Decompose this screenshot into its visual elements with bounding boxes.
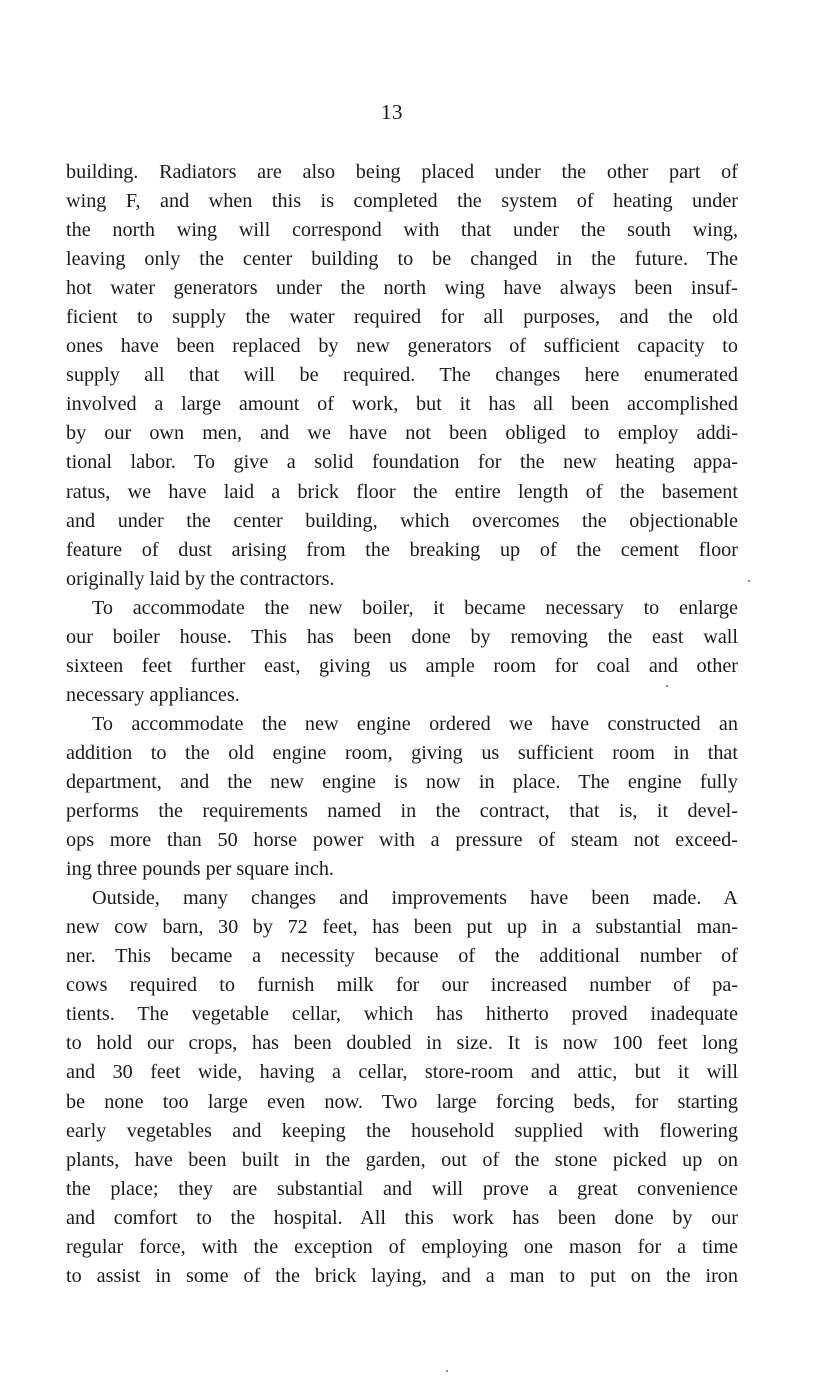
text-line: department, and the new engine is now in place. The engine fully [66,770,738,793]
text-line: performs the requirements named in the contract, that is, it devel- [66,800,738,823]
text-line: ops more than 50 horse power with a pressure of steam not exceed- [66,829,738,852]
text-line: ing three pounds per square inch. [66,858,334,881]
text-line: ratus, we have laid a brick floor the entire length of the basement [66,480,738,503]
text-line: the place; they are substantial and will prove a great convenience [66,1177,738,1200]
text-line: hot water generators under the north wing have always been insuf- [66,277,738,300]
paper-speck [666,685,668,687]
text-line: To accommodate the new boiler, it became necessary to enlarge [92,596,738,619]
text-line: Outside, many changes and improvements have been made. A [92,887,738,910]
text-line: building. Radiators are also being placed under the other part of [66,161,738,183]
text-line: and 30 feet wide, having a cellar, store-room and attic, but it will [66,1061,738,1084]
text-line: our boiler house. This has been done by removing the east wall [66,625,738,648]
text-line: to hold our crops, has been doubled in size. It is now 100 feet long [66,1032,738,1055]
paper-speck [748,580,750,582]
text-line: to assist in some of the brick laying, and a man to put on the iron [66,1264,738,1287]
text-line: leaving only the center building to be changed in the future. The [66,248,738,271]
text-line: sixteen feet further east, giving us ample room for coal and other [66,654,738,677]
text-line: be none too large even now. Two large forcing beds, for starting [66,1090,738,1113]
text-line: supply all that will be required. The changes here enumerated [66,364,738,387]
text-line: regular force, with the exception of employing one mason for a time [66,1235,738,1258]
text-line: involved a large amount of work, but it has all been accomplished [66,393,738,416]
text-line: and comfort to the hospital. All this work has been done by our [66,1206,738,1229]
text-line: wing F, and when this is completed the system of heating under [66,190,738,213]
text-line: ficient to supply the water required for all purposes, and the old [66,306,738,329]
text-line: originally laid by the contractors. [66,567,335,590]
text-line: addition to the old engine room, giving us sufficient room in that [66,741,738,764]
body-text [66,158,738,1291]
page-number: 13 [381,100,403,124]
text-line: cows required to furnish milk for our increased number of pa- [66,974,738,997]
text-line: the north wing will correspond with that under the south wing, [66,219,738,242]
text-line: and under the center building, which overcomes the objectionable [66,509,738,532]
text-line: early vegetables and keeping the household supplied with flowering [66,1119,738,1142]
text-line: ner. This became a necessity because of the additional number of [66,945,738,968]
text-line: tients. The vegetable cellar, which has hitherto proved inadequate [66,1003,738,1026]
text-line: necessary appliances. [66,683,240,706]
text-line: To accommodate the new engine ordered we have constructed an [92,712,738,735]
text-line: tional labor. To give a solid foundation for the new heating appa- [66,451,738,474]
text-line: ones have been replaced by new generators of sufficient capacity to [66,335,738,358]
text-line: plants, have been built in the garden, out of the stone picked up on [66,1148,738,1171]
text-line: by our own men, and we have not been obliged to employ addi- [66,422,738,445]
paper-speck [446,1370,448,1372]
text-line: new cow barn, 30 by 72 feet, has been put up in a substantial man- [66,916,738,939]
text-line: feature of dust arising from the breaking up of the cement floor [66,538,738,561]
